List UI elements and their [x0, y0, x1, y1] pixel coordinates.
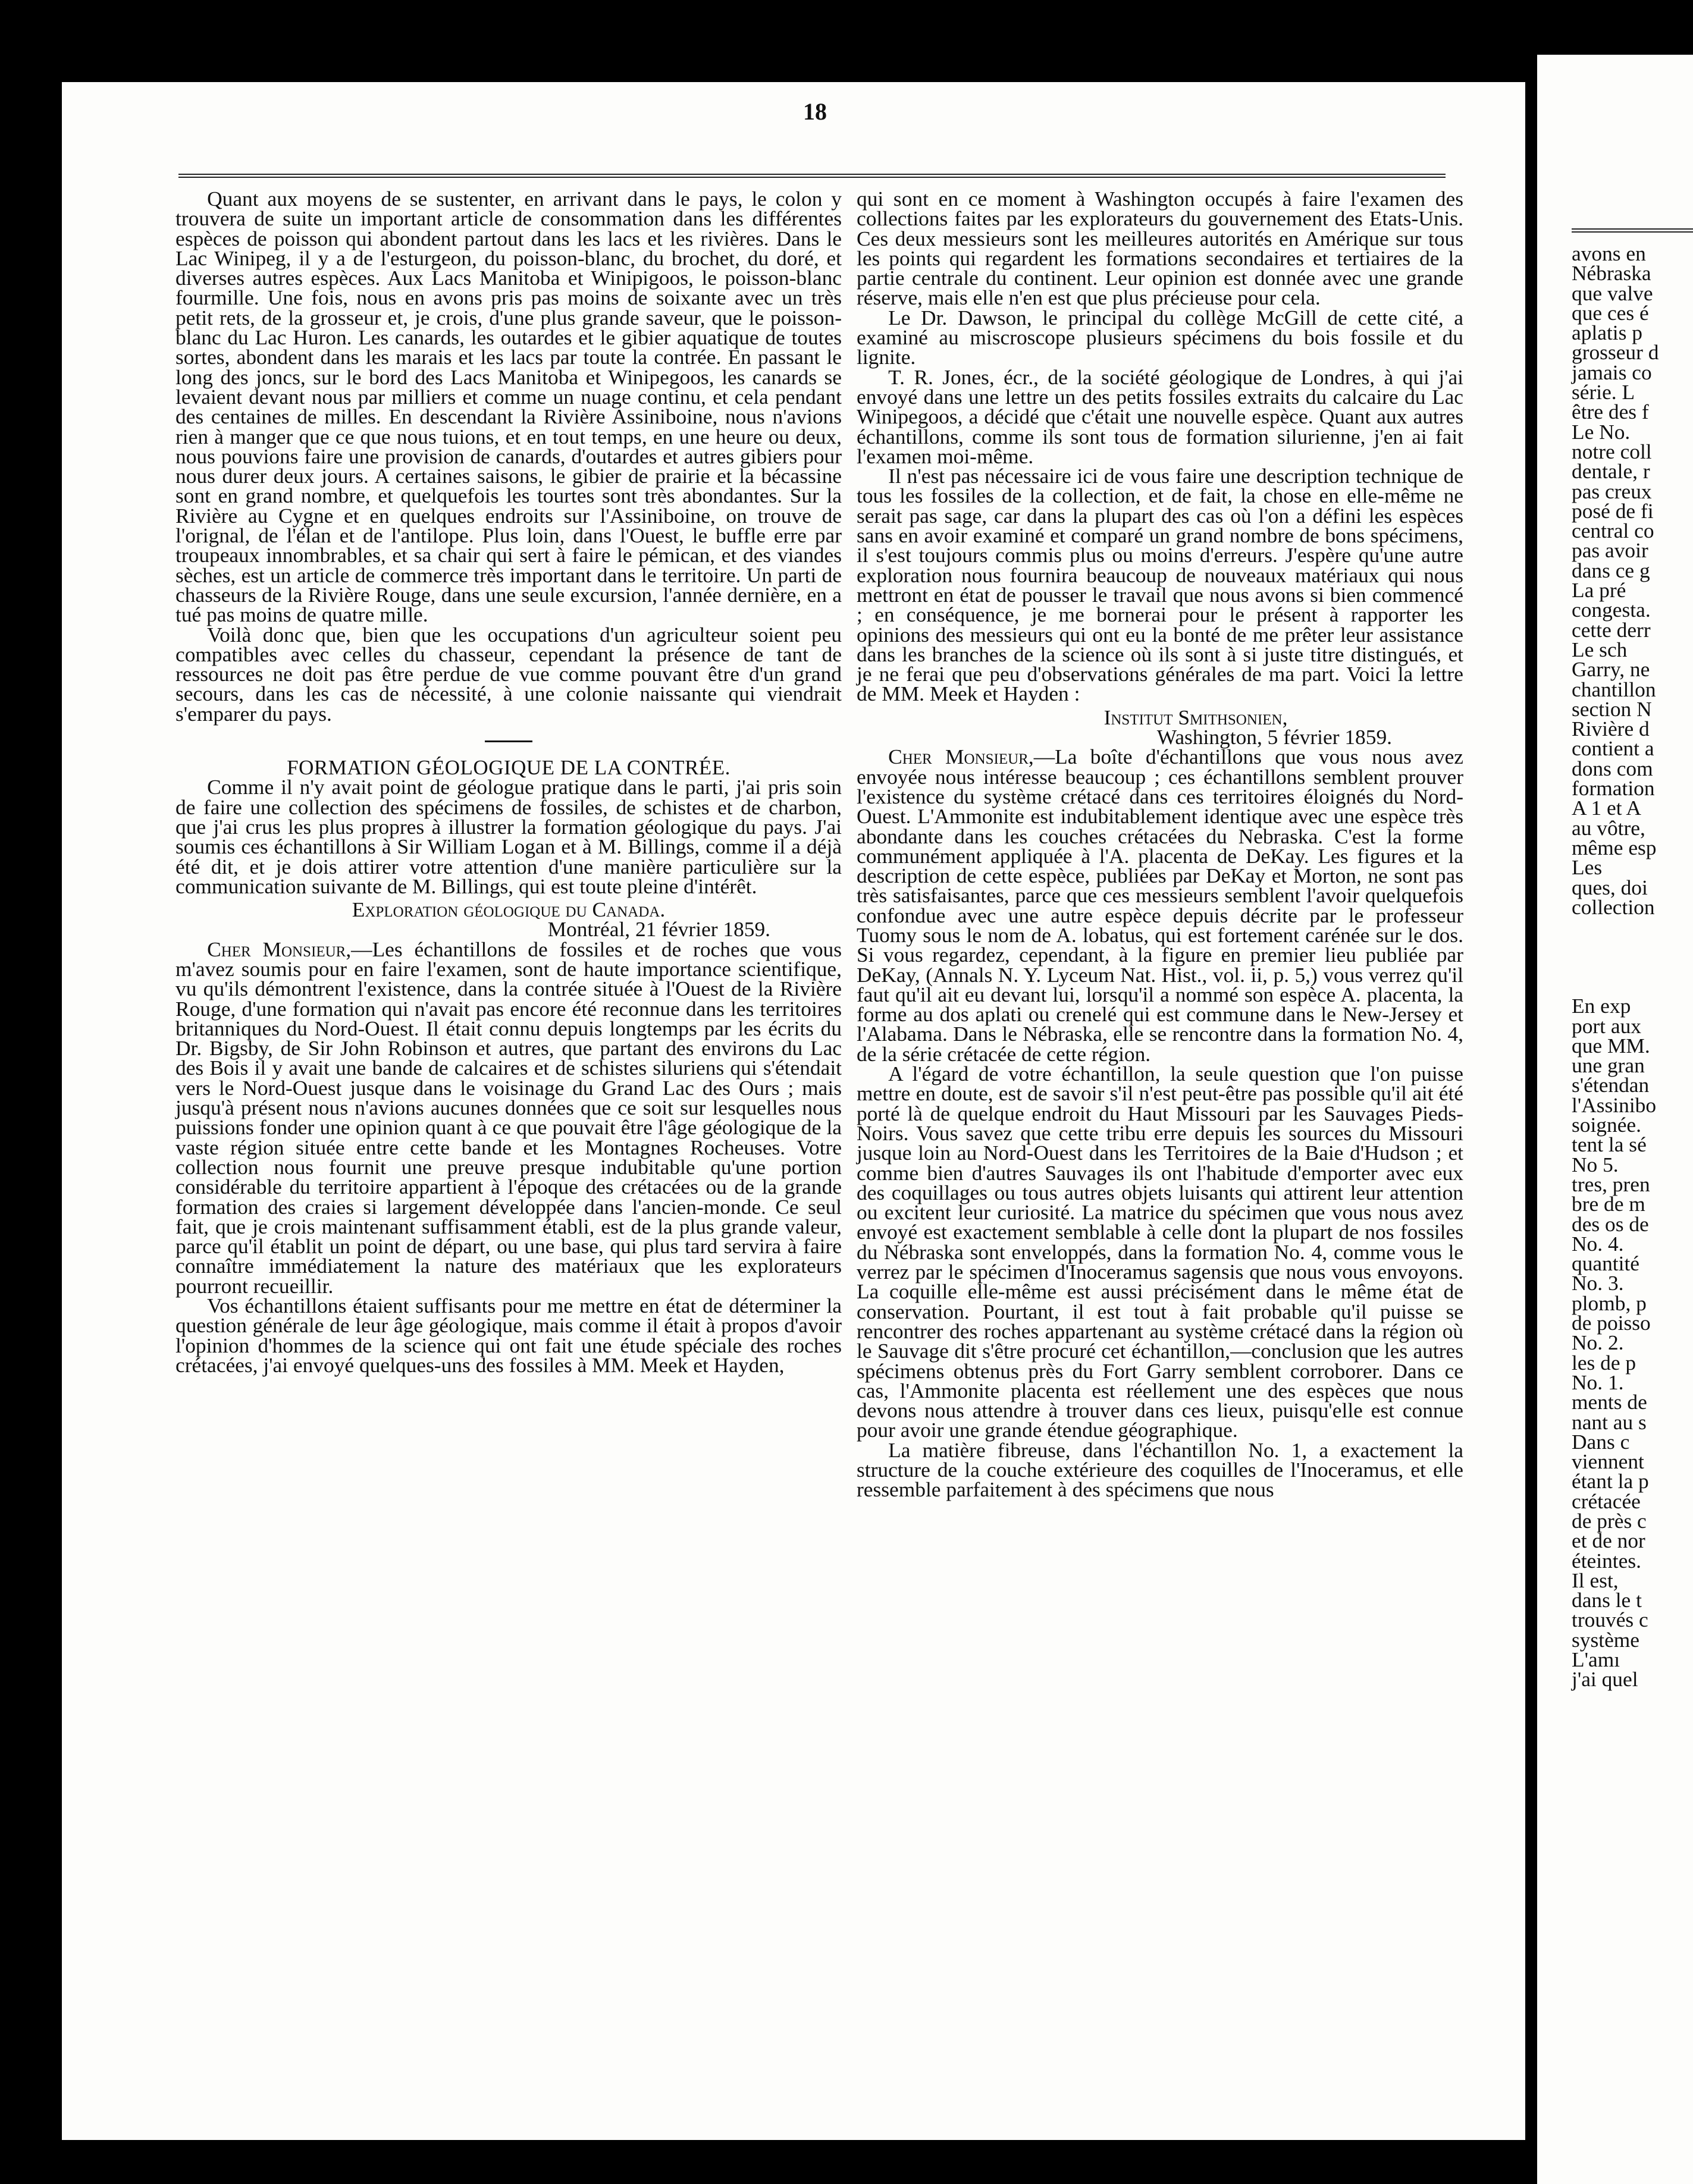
- paragraph-hunting-resources: Voilà donc que, bien que les occupations d'un agriculteur soient peu compatibles avec celles du chasseur, cependant la présence de tant de ressources ne doit pas être perdue de vue comme pouvant être d'un grand secours, dans les cas de nécessité, à une colonie naissante qui viendrait s'emparer du pays.: [175, 622, 842, 726]
- next-page-line: formation: [1572, 776, 1655, 801]
- next-page-line: que MM.: [1572, 1033, 1650, 1058]
- next-page-line: Les: [1572, 855, 1603, 880]
- next-page-line: aplatis p: [1572, 321, 1642, 345]
- next-page-line: une gran: [1572, 1053, 1645, 1078]
- letter-salutation-smithsonian: Cher Monsieur,: [888, 745, 1034, 769]
- next-page-line: dons com: [1572, 756, 1653, 780]
- header-rule-next-page: [1572, 228, 1693, 233]
- next-page-line: bre de m: [1572, 1192, 1645, 1216]
- next-page-line: éteintes.: [1572, 1548, 1641, 1573]
- next-page-line: La pré: [1572, 578, 1626, 603]
- next-page-line: grosseur d: [1572, 340, 1659, 365]
- letter-paragraph: —Les échantillons de fossiles et de roches que vous m'avez soumis pour en faire l'examen, sont de haute importance scientifique, vu qu'ils démontrent l'existence, dans la contrée située à l'Ouest de la Rivière Rouge, d'une formation qui n'avait pas encore été reconnue dans les territoires britanniques du Nord-Ouest. Il était connu depuis longtemps par les écrits du Dr. Bigsby, de Sir John Robinson et autres, que partant des environs du Lac des Bois il y avait une bande de calcaires et de schistes siluriens qui s'étendait vers le Nord-Ouest jusque dans le voisinage du Grand Lac des Ours ; mais jusqu'à présent nous n'avions aucunes données que ce soit sur lesquelles nous puissions fonder une opinion quant à ce que pouvait être l'âge géologique de la vaste région située entre cette bande et les Montagnes Rocheuses. Votre collection nous fournit une preuve presque indubitable qu'une portion considérable du territoire appartient à l'époque des crétacées ou de la grande formation des craies si largement développée dans l'ancien-monde. Ce seul fait, que je crois maintenant suffisamment établi, est de la plus grande valeur, parce qu'il établit un point de départ, ou une base, qui plus tard servira à faire connaître immédiatement la nature des matériaux que les explorateurs pourront recueillir.: [175, 937, 842, 1298]
- section-divider: [485, 740, 532, 742]
- letter-place-date-washington: Washington, 5 février 1859.: [1156, 725, 1392, 749]
- next-page-line: [1572, 917, 1693, 937]
- next-page-line: posé de fi: [1572, 498, 1654, 523]
- next-page-line: avons en: [1572, 241, 1646, 265]
- page-number: 18: [803, 98, 827, 125]
- next-page-fragment-column: [1572, 241, 1693, 1692]
- next-page-line: [1572, 957, 1693, 977]
- next-page-line: crétacée: [1572, 1489, 1641, 1513]
- next-page-line: dans le t: [1572, 1588, 1642, 1612]
- next-page-line: ques, doi: [1572, 875, 1648, 899]
- next-page-line: dans ce g: [1572, 558, 1650, 582]
- next-page-line: [1572, 977, 1693, 996]
- next-page-line: pas avoir: [1572, 538, 1648, 563]
- paragraph-subsistence: Quant aux moyens de se sustenter, en arrivant dans le pays, le colon y trouvera de suite un important article de consommation dans les différentes espèces de poisson qui abondent partout dans les lacs et les rivières. Dans le Lac Winipeg, il y a de l'esturgeon, du poisson-blanc, du brochet, du doré, et diverses autres espèces. Aux Lacs Manitoba et Winipigoos, le poisson-blanc fourmille. Une fois, nous en avons pris pas moins de soixante avec un très petit rets, de la grosseur et, je crois, d'une plus grande saveur, que le poisson-blanc du Lac Huron. Les canards, les outardes et le gibier aquatique de toutes sortes, abondent dans les marais et les lacs par toute la contrée. En passant le long des joncs, sur le bord des Lacs Manitoba et Winipegoos, les canards se levaient devant nous par milliers et comme un nuage continu, et cela pendant des centaines de milles. En descendant la Rivière Assiniboine, nous n'avions rien à manger que ce que nous tuions, et en tout temps, en une heure ou deux, nous pouvions faire une provision de canards, d'outardes et autres gibiers pour nous durer deux jours. A certaines saisons, le gibier de prairie et la bécassine sont en grand nombre, et quelquefois les tourtes sont très abondantes. Sur la Rivière au Cygne et en quelques endroits sur l'Assiniboine, on trouve de l'orignal, de l'élan et de l'antilope. Plus loin, dans l'Ouest, le buffle erre par troupeaux innombrables, et sa chair qui sert à faire le pémican, et des viandes sèches, est un article de commerce très important dans le territoire. Un parti de chasseurs de la Rivière Rouge, dans une seule excursion, l'année dernière, en a tué pas moins de quatre mille.: [175, 187, 842, 627]
- column-right: [857, 189, 1463, 1500]
- next-page-line: Garry, ne: [1572, 657, 1650, 682]
- next-page-line: système: [1572, 1627, 1640, 1652]
- next-page-line: Nébraska: [1572, 261, 1651, 285]
- next-page-line: de près c: [1572, 1509, 1647, 1533]
- paragraph-specimen-question: A l'égard de votre échantillon, la seule question que l'on puisse mettre en doute, est de savoir s'il n'est peut-être pas possible qu'il ait été porté là de quelque endroit du Haut Missouri par les Sauvages Pieds-Noirs. Vous savez que cette tribu erre depuis les sources du Missouri jusque loin au Nord-Ouest dans les Territoires de la Baie d'Hudson ; et comme bien d'autres Sauvages ils ont l'habitude d'emporter avec eux des coquillages ou tous autres objets luisants qui attirent leur attention ou excitent leur curiosité. La matrice du spécimen que vous nous avez envoyé est exactement semblable à celle dont la plupart de nos fossiles du Nébraska sont enveloppés, dans la formation No. 4, comme vous le verrez par le spécimen d'Inoceramus sagensis que nous vous envoyons. La coquille elle-même est aussi précisément dans le même état de conservation. Pourtant, il est tout à fait probable qu'il puisse se rencontrer des roches appartenant au système crétacé dans la région où le Sauvage dit s'être procuré cet échantillon,—conclusion que les autres spécimens obtenus près du Fort Garry semblent corroborer. Dans ce cas, l'Ammonite placenta est réellement une des espèces que nous devons nous attendre à trouver dans ces lieux, puisqu'elle est connue pour avoir une grande étendue géographique.: [857, 1062, 1463, 1442]
- paragraph-dawson: Le Dr. Dawson, le principal du collège McGill de cette cité, a examiné au miscroscope plusieurs spécimens du bois fossile et du lignite.: [857, 305, 1463, 369]
- next-page-line: série. L: [1572, 380, 1635, 404]
- next-page-line: No 5.: [1572, 1152, 1619, 1176]
- next-page-line: chantillon: [1572, 677, 1656, 701]
- next-page-line: tres, pren: [1572, 1172, 1650, 1196]
- next-page-line: plomb, p: [1572, 1291, 1647, 1315]
- next-page-line: No. 4.: [1572, 1231, 1624, 1256]
- next-page-line: tent la sé: [1572, 1132, 1647, 1157]
- letter-body-smithsonian: [857, 747, 1463, 1064]
- next-page-line: cette derr: [1572, 617, 1651, 642]
- letter-paragraph-ammonite: —La boîte d'échantillons que vous nous avez envoyée nous intéresse beaucoup ; ces échantillons semblent prouver l'existence du système crétacé dans ces territoires éloignés du Nord-Ouest. L'Ammonite est indubitablement identique avec une espèce très abondante dans les couches crétacées du Nebraska. C'est la forme communément appliquée à l'A. placenta de DeKay. Les figures et la description de cette espèce, publiées par DeKay et Morton, ne sont pas très satisfaisantes, parce que ces messieurs semblent l'avoir quelquefois confondue avec une autre espèce depuis décrite par le professeur Tuomy sous le nom de A. lobatus, qui est fortement carénée sur le dos. Si vous regardez, cependant, à la figure en premier lieu publiée par DeKay, (Annals N. Y. Lyceum Nat. Hist., vol. ii, p. 5,) vous verrez qu'il faut qu'il ait eu devant lui, lorsqu'il a nommé son espèce A. placenta, la forme au dos aplati ou crenelé qui est commune dans le New-Jersey et l'Alabama. Dans le Nébraska, elle se rencontre dans la formation No. 4, de la série crétacée de cette région.: [857, 745, 1463, 1066]
- next-page-line: collection: [1572, 895, 1655, 919]
- paragraph-washington: qui sont en ce moment à Washington occupés à faire l'examen des collections faites par les explorateurs du gouvernement des Etats-Unis. Ces deux messieurs sont les meilleures autorités en Amérique sur tous les points qui regardent les formations secondaires et tertiaires de la partie centrale du continent. Leur opinion est donnée avec une grande réserve, mais elle n'en est que plus précieuse pour cela.: [857, 187, 1463, 310]
- next-page-line: dentale, r: [1572, 459, 1650, 484]
- next-page-line: soignée.: [1572, 1113, 1641, 1137]
- next-page-line: j'ai quel: [1572, 1667, 1638, 1692]
- next-page-line: Le sch: [1572, 637, 1628, 661]
- next-page-line: les de p: [1572, 1350, 1636, 1375]
- letter-title: Exploration géologique du Canada.: [352, 898, 666, 922]
- next-page-line: [1572, 937, 1693, 956]
- letter-title-smithsonian: Institut Smithsonien,: [1103, 705, 1288, 729]
- next-page-line: A 1 et A: [1572, 796, 1641, 820]
- next-page-line: Dans c: [1572, 1429, 1630, 1454]
- letter-salutation: Cher Monsieur,: [207, 937, 352, 961]
- next-page-line: trouvés c: [1572, 1608, 1648, 1632]
- next-page-line: notre coll: [1572, 439, 1652, 463]
- next-page-line: Rivière d: [1572, 717, 1650, 741]
- paragraph-collection: Comme il n'y avait point de géologue pratique dans le parti, j'ai pris soin de faire une collection des spécimens de fossiles, de schistes et de charbon, que j'ai crus les plus propres à illustrer la formation géologique du pays. J'ai soumis ces échantillons à Sir William Logan et à M. Billings, comme il a déjà été dit, et je dois attirer votre attention d'une manière particulière sur la communication suivante de M. Billings, qui est toute pleine d'intérêt.: [175, 775, 842, 898]
- letter-place-date: Montréal, 21 février 1859.: [547, 917, 770, 942]
- next-page-line: des os de: [1572, 1212, 1649, 1236]
- next-page-line: central co: [1572, 519, 1654, 543]
- next-page-line: au vôtre,: [1572, 815, 1645, 840]
- next-page-line: No. 3.: [1572, 1271, 1624, 1295]
- letter-body: [175, 937, 842, 1298]
- next-page-line: s'étendan: [1572, 1073, 1650, 1097]
- column-left: [175, 189, 842, 1375]
- next-page-line: étant la p: [1572, 1469, 1649, 1493]
- next-page-line: section N: [1572, 696, 1652, 721]
- next-page-line: quantité: [1572, 1251, 1640, 1276]
- next-page-line: No. 2.: [1572, 1331, 1624, 1355]
- next-page-line: nant au s: [1572, 1410, 1647, 1434]
- paragraph-jones: T. R. Jones, écr., de la société géologique de Londres, à qui j'ai envoyé dans une lettre un des petits fossiles extraits du calcaire du Lac Winipegoos, a décidé que c'était une nouvelle espèce. Quant aux autres échantillons, comme ils sont tous de formation silurienne, j'en ai fait l'examen moi-même.: [857, 365, 1463, 468]
- paragraph-technical: Il n'est pas nécessaire ici de vous faire une description technique de tous les fossiles de la collection, et de fait, la chose en elle-même ne serait pas sage, car dans la plupart des cas où l'on a défini les espèces sans en avoir examiné et comparé un grand nombre de bons spécimens, il s'est toujours commis plus ou moins d'erreurs. J'espère qu'une autre exploration nous fournira beaucoup de nouveaux matériaux qui nous mettront en état de pousser le travail que nous avons si bien commencé ; en conséquence, je me bornerai pour le présent à rapporter les opinions des messieurs qui ont eu la bonté de me prêter leur assistance dans les branches de la science où ils sont à si juste titre distingués, et je ne ferai que peu d'observations générales de ma part. Voici la lettre de MM. Meek et Hayden :: [857, 464, 1463, 706]
- paragraph-specimens: Vos échantillons étaient suffisants pour me mettre en état de déterminer la question générale de leur âge géologique, mais comme il était à propos d'avoir l'opinion d'hommes de la science qui ont fait une étude spéciale des roches crétacées, j'ai envoyé quelques-uns des fossiles à MM. Meek et Hayden,: [175, 1294, 842, 1377]
- next-page-line: Il est,: [1572, 1568, 1619, 1592]
- next-page-line: En exp: [1572, 994, 1631, 1018]
- next-page-line: contient a: [1572, 736, 1654, 761]
- next-page-line: port aux: [1572, 1013, 1641, 1038]
- next-page-line: et de nor: [1572, 1529, 1645, 1553]
- next-page-line: l'Assinibo: [1572, 1093, 1657, 1117]
- next-page-line: que valve: [1572, 281, 1653, 305]
- section-heading: FORMATION GÉOLOGIQUE DE LA CONTRÉE.: [287, 756, 731, 780]
- next-page-line: que ces é: [1572, 300, 1649, 325]
- next-page-line: jamais co: [1572, 360, 1652, 384]
- next-page-line: même esp: [1572, 835, 1657, 859]
- next-page-line: L'amı: [1572, 1648, 1620, 1672]
- next-page-line: pas creux: [1572, 479, 1652, 503]
- next-page-line: ments de: [1572, 1390, 1647, 1414]
- next-page-line: de poisso: [1572, 1311, 1651, 1335]
- next-page-line: Le No.: [1572, 419, 1631, 444]
- page-right-edge: [1537, 55, 1693, 2184]
- next-page-line: être des f: [1572, 400, 1649, 424]
- paragraph-fibrous-matter: La matière fibreuse, dans l'échantillon No. 1, a exactement la structure de la couche extérieure des coquilles de l'Inoceramus, et elle ressemble parfaitement à des spécimens que nous: [857, 1438, 1463, 1502]
- next-page-line: viennent: [1572, 1449, 1644, 1474]
- header-rule: [178, 174, 1446, 178]
- next-page-line: congesta.: [1572, 598, 1651, 622]
- next-page-line: No. 1.: [1572, 1370, 1624, 1394]
